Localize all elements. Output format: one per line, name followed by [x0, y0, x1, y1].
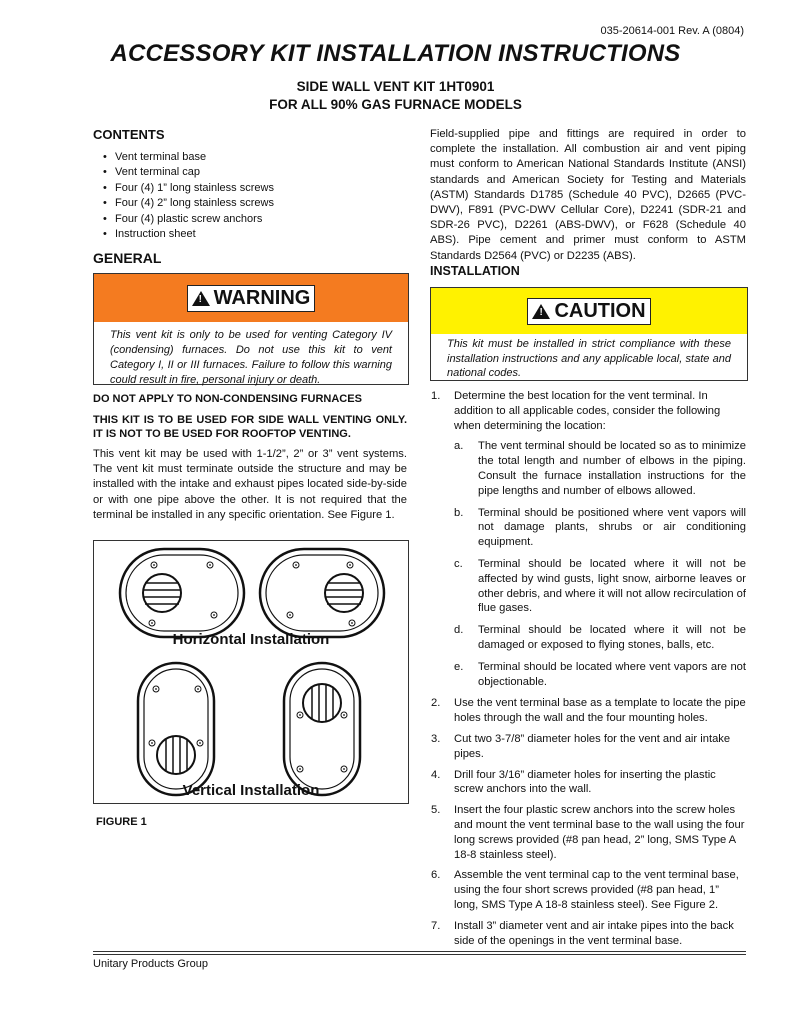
page-subtitle: [0, 78, 791, 114]
item-letter: d.: [454, 624, 464, 637]
list-item: [454, 660, 746, 690]
item-letter: c.: [454, 557, 463, 570]
installation-heading: INSTALLATION: [430, 264, 520, 278]
list-item: • Instruction sheet: [103, 227, 274, 242]
item-letter: e.: [454, 660, 464, 673]
warning-triangle-icon: !: [192, 291, 210, 306]
intro-paragraph: Field-supplied pipe and fittings are required in order to complete the installation. All combustion air and vent piping must conform to American National Standards Institute (ANSI) standards and American Society for Testing and Materials (ASTM) Standards D1785 (Schedule 40 PVC), D2665 (PVC-DWV), F891 (PVC-DWV Cellular Core), D2241 (SDR-21 and SDR-26 PVC), D2261 (ABS-DWV), or F628 (Schedule 40 ABS). Pipe cement and primer must conform to ASTM Standards D2564 (PVC) or D2235 (ABS).: [430, 128, 746, 262]
horizontal-terminal-left: [120, 549, 244, 637]
figure-caption: FIGURE 1: [96, 816, 147, 828]
step-4: [430, 768, 746, 798]
side-wall-note: THIS KIT IS TO BE USED FOR SIDE WALL VENTING ONLY. IT IS NOT TO BE USED FOR ROOFTOP VENTING.: [93, 414, 407, 440]
list-item: • Vent terminal cap: [103, 165, 274, 180]
caution-triangle-icon: !: [532, 304, 550, 319]
step-text: Use the vent terminal base as a template to locate the pipe holes through the wall and the four mounting holes.: [454, 697, 746, 725]
step-number: 4.: [431, 768, 441, 781]
step-number: 6.: [431, 869, 441, 882]
page-title: ACCESSORY KIT INSTALLATION INSTRUCTIONS: [110, 40, 681, 67]
warning-box: [93, 273, 409, 385]
item-text: Terminal should be located where vent vapors are not objectionable.: [478, 660, 746, 688]
list-item: [454, 506, 746, 550]
subtitle-line-2: FOR ALL 90% GAS FURNACE MODELS: [269, 97, 522, 112]
item-text: Terminal should be located where it will not be affected by wind gusts, light snow, airborne leaves or other debris, and where it will not allow recirculation of flue gases.: [478, 557, 747, 615]
footer-company: Unitary Products Group: [93, 958, 208, 970]
step-text: Determine the best location for the vent terminal. In addition to all applicable codes, consider the following when determining the location:: [454, 390, 721, 432]
vertical-terminal-left: [138, 663, 214, 795]
caution-text: This kit must be installed in strict compliance with these installation instructions and any applicable local, state and national codes.: [447, 338, 731, 379]
step-text: Assemble the vent terminal cap to the vent terminal base, using the four short screws provided (#8 pan head, 1” long, SMS Type A 18-8 stainless steel). See Figure 2.: [454, 869, 739, 911]
item-letter: a.: [454, 440, 464, 453]
footer-rule-top: [93, 951, 746, 952]
vertical-terminal-right: [284, 663, 360, 795]
vertical-installation-label: Vertical Installation: [182, 782, 320, 799]
caution-banner: [431, 288, 747, 334]
step-number: 2.: [431, 697, 441, 710]
warning-banner: [94, 274, 408, 322]
item-text: Terminal should be located where it will not be damaged or exposed to flying stones, balls, etc.: [478, 624, 746, 651]
horizontal-installation-label: Horizontal Installation: [172, 631, 330, 648]
step-number: 7.: [431, 919, 441, 932]
step-2: [430, 696, 746, 726]
warning-text: This vent kit is only to be used for venting Category IV (condensing) furnaces. Do not use this kit to vent Category I, II or III furnaces. Failure to follow this warning could result in fire, personal injury or death.: [110, 329, 392, 386]
item-text: The vent terminal should be located so as to minimize the total length and number of elbows in the piping. Consult the furnace installation instructions for the pipe lengths and number of elbows allowed.: [478, 440, 746, 497]
step-text: Drill four 3/16” diameter holes for inserting the plastic screw anchors into the wall.: [454, 768, 716, 796]
general-paragraph: This vent kit may be used with 1-1/2”, 2” or 3” vent systems. The vent kit must terminate outside the structure and may be installed with the intake and exhaust pipes located side-by-side or with one pipe above the other. It is not required that the terminal be installed in any specific orientation. See Figure 1.: [93, 448, 407, 521]
subtitle-line-1: SIDE WALL VENT KIT 1HT0901: [296, 79, 495, 94]
caution-signal-word: [527, 298, 650, 325]
footer-rule-bottom: [93, 954, 746, 955]
item-text: Terminal should be positioned where vent vapors will not damage plants, shrubs or air conditioning equipment.: [478, 506, 746, 549]
horizontal-terminal-right: [260, 549, 384, 637]
step-number: 3.: [431, 732, 441, 745]
list-item: • Four (4) 1” long stainless screws: [103, 181, 274, 196]
list-item: • Four (4) 2” long stainless screws: [103, 196, 274, 211]
list-item: • Four (4) plastic screw anchors: [103, 212, 274, 227]
step-3: [430, 732, 746, 762]
warning-label: WARNING: [213, 286, 311, 309]
contents-list: [103, 150, 274, 242]
general-heading: GENERAL: [93, 250, 162, 266]
contents-heading: CONTENTS: [93, 127, 165, 142]
list-item: [454, 557, 746, 616]
figure-1: [93, 540, 409, 804]
step-number: 5.: [431, 804, 441, 817]
item-letter: b.: [454, 506, 464, 519]
step-text: Cut two 3-7/8” diameter holes for the vent and air intake pipes.: [454, 732, 731, 760]
step-7: [430, 919, 746, 949]
caution-box: [430, 287, 748, 381]
document-number: 035-20614-001 Rev. A (0804): [600, 25, 744, 37]
step-5: [430, 803, 746, 862]
installation-steps: [430, 389, 746, 954]
list-item: • Vent terminal base: [103, 150, 274, 165]
step-number: 1.: [431, 390, 441, 402]
vent-installation-illustration: [94, 541, 408, 803]
list-item: [454, 623, 746, 653]
location-considerations: [454, 439, 746, 689]
step-text: Insert the four plastic screw anchors into the screw holes and mount the vent terminal base to the wall using the four long screws provided (#8 pan head, 2” long, SMS Type A 18-8 stainless steel).: [454, 804, 745, 861]
step-6: [430, 868, 746, 912]
caution-label: CAUTION: [554, 299, 646, 322]
non-condensing-note: DO NOT APPLY TO NON-CONDENSING FURNACES: [93, 393, 362, 405]
list-item: [454, 439, 746, 498]
warning-signal-word: [187, 285, 316, 312]
step-1: [430, 389, 746, 689]
step-text: Install 3” diameter vent and air intake pipes into the back side of the openings in the vent terminal base.: [454, 919, 734, 947]
